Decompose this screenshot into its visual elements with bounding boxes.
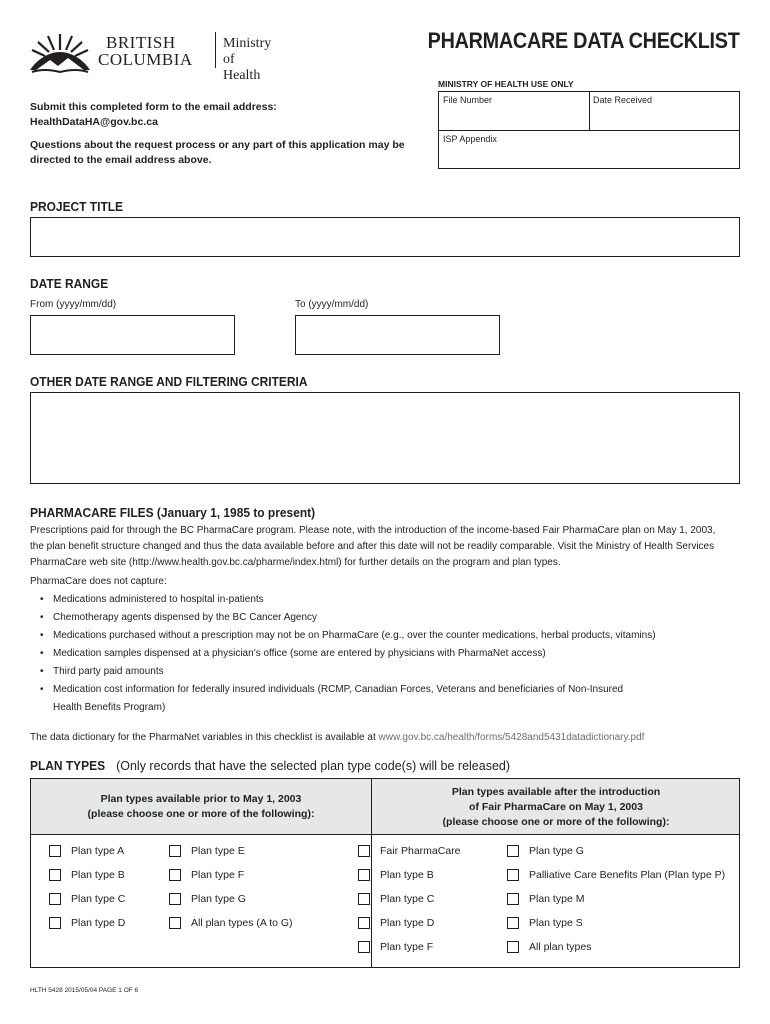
date-received-label: Date Received [593,95,653,105]
ministry-use-divider [439,130,739,131]
checkbox-icon[interactable] [358,869,370,881]
not-capture-label: PharmaCare does not capture: [30,576,167,587]
project-title-input[interactable] [30,217,740,257]
checkbox-post-plan-f[interactable] [358,941,433,953]
checkbox-all-plan-types[interactable] [507,941,591,953]
checkbox-post-plan-c[interactable] [358,893,434,905]
checkbox-all-plans-a-to-g[interactable] [169,917,293,929]
from-date-input[interactable] [30,315,235,355]
checkbox-icon[interactable] [49,893,61,905]
checkbox-label: Plan type E [191,845,245,857]
checkbox-icon[interactable] [358,845,370,857]
other-criteria-heading: OTHER DATE RANGE AND FILTERING CRITERIA [30,374,308,389]
ministry-line-2: Health [223,68,261,83]
logo-wordmark [98,34,193,68]
checkbox-label: Plan type D [380,917,435,929]
checkbox-label: Plan type B [71,869,125,881]
checkbox-plan-m[interactable] [507,893,584,905]
bc-logo [28,28,272,83]
submit-line: Submit this completed form to the email address: [30,101,277,113]
ministry-use-label: MINISTRY OF HEALTH USE ONLY [438,79,574,89]
post-2003-header-line1: Plan types available after the introduction [451,785,661,798]
from-date-label: From (yyyy/mm/dd) [30,299,117,310]
checkbox-icon[interactable] [49,917,61,929]
date-range-heading: DATE RANGE [30,276,109,291]
checkbox-plan-g[interactable] [169,893,246,905]
checkbox-post-plan-d[interactable] [358,917,434,929]
plan-types-table [30,778,740,968]
checkbox-label: Plan type B [380,869,434,881]
data-dictionary-label: The data dictionary for the PharmaNet variables in this checklist is available at [30,732,379,743]
checkbox-icon[interactable] [507,869,519,881]
checkbox-icon[interactable] [49,845,61,857]
checkbox-plan-f[interactable] [169,869,244,881]
bc-sun-mountain-icon [28,30,92,74]
list-item: • Medication samples dispensed at a physician’s office (some are entered by physicians with PharmaNet access) [30,645,740,663]
project-title-heading: PROJECT TITLE [30,199,124,214]
list-item: • Medications administered to hospital in-patients [30,591,740,609]
to-date-input[interactable] [295,315,500,355]
checkbox-icon[interactable] [169,869,181,881]
checkbox-palliative-care[interactable] [507,869,725,881]
file-number-label: File Number [443,95,493,105]
checkbox-plan-b[interactable] [49,869,125,881]
submit-instructions [30,100,420,176]
ministry-use-box [438,91,740,169]
checkbox-label: Palliative Care Benefits Plan (Plan type P) [529,869,726,881]
checkbox-icon[interactable] [169,893,181,905]
checkbox-label: Plan type S [529,917,583,929]
submit-email[interactable]: HealthDataHA@gov.bc.ca [30,116,158,128]
checkbox-label: Plan type A [71,845,125,857]
checkbox-icon[interactable] [169,917,181,929]
other-criteria-input[interactable] [30,392,740,484]
checkbox-label: Plan type G [191,893,246,905]
checkbox-label: Plan type C [71,893,126,905]
isp-appendix-label: ISP Appendix [443,134,497,144]
checkbox-plan-a[interactable] [49,845,124,857]
checkbox-icon[interactable] [507,893,519,905]
logo-line-1: BRITISH [106,33,176,52]
checkbox-plan-c[interactable] [49,893,125,905]
checkbox-plan-s[interactable] [507,917,583,929]
ministry-name [223,36,271,84]
checkbox-label: Plan type F [191,869,245,881]
questions-text: Questions about the request process or any part of this application may be directed to the email address above. [30,139,405,166]
checkbox-icon[interactable] [507,845,519,857]
plan-types-heading-row [30,757,510,775]
post-2003-header-line2: of Fair PharmaCare on May 1, 2003 [469,800,643,813]
data-dictionary-text [30,730,730,746]
plan-types-heading: PLAN TYPES [30,758,106,773]
post-2003-header [372,779,740,835]
checkbox-plan-d[interactable] [49,917,125,929]
ministry-line-1: Ministry of [223,36,272,67]
data-dictionary-link[interactable]: www.gov.bc.ca/health/forms/5428and5431datadictionary.pdf [378,732,645,743]
checkbox-icon[interactable] [358,893,370,905]
checkbox-label: Fair PharmaCare [380,845,461,857]
form-title: PHARMACARE DATA CHECKLIST [428,28,740,53]
checkbox-label: Plan type C [380,893,435,905]
pharmacare-files-heading: PHARMACARE FILES (January 1, 1985 to present) [30,505,316,520]
list-item: • Medications purchased without a prescription may not be on PharmaCare (e.g., over the counter medications, herbal products, vitamins) [30,627,740,645]
checkbox-icon[interactable] [169,845,181,857]
list-item: • Third party paid amounts [30,663,740,681]
checkbox-fair-pharmacare[interactable] [358,845,461,857]
checkbox-icon[interactable] [507,917,519,929]
list-item: • Chemotherapy agents dispensed by the BC Cancer Agency [30,609,740,627]
checkbox-label: All plan types [529,941,592,953]
checkbox-plan-e[interactable] [169,845,245,857]
checkbox-label: Plan type D [71,917,126,929]
checkbox-icon[interactable] [507,941,519,953]
pre-2003-header-line1: Plan types available prior to May 1, 2003 [100,793,302,805]
checkbox-icon[interactable] [49,869,61,881]
checkbox-icon[interactable] [358,941,370,953]
plan-types-header [31,779,739,835]
checkbox-label: Plan type G [529,845,584,857]
checkbox-label: Plan type F [380,941,434,953]
not-captured-list [30,591,740,717]
post-2003-header-line3: (please choose one or more of the following): [442,815,670,828]
checkbox-label: Plan type M [529,893,585,905]
checkbox-post-plan-g[interactable] [507,845,584,857]
logo-divider [215,32,216,68]
checkbox-post-plan-b[interactable] [358,869,434,881]
pharmacare-intro: Prescriptions paid for through the BC PharmaCare program. Please note, with the introduction of the income-based Fair PharmaCare plan on May 1, 2003, the plan benefit structure changed and thus the data available before and after this date will not be readily comparable. Visit the Ministry of Health Services PharmaCare web site (http://www.health.gov.bc.ca/pharme/index.html) for further details on the program and plan types. [30,525,716,568]
to-date-label: To (yyyy/mm/dd) [295,299,369,310]
plan-types-subheading: (Only records that have the selected plan type code(s) will be released) [116,759,511,773]
pre-2003-header [31,779,371,835]
logo-line-2: COLUMBIA [98,50,193,69]
checkbox-label: All plan types (A to G) [191,917,293,929]
checkbox-icon[interactable] [358,917,370,929]
ministry-use-vdivider [589,92,590,130]
form-footer: HLTH 5428 2015/05/04 PAGE 1 OF 6 [30,987,139,994]
list-item: • Medication cost information for federally insured individuals (RCMP, Canadian Forces, Veterans and beneficiaries of Non-Insured Health Benefits Program) [30,681,630,717]
pre-2003-header-line2: (please choose one or more of the following): [87,808,315,820]
